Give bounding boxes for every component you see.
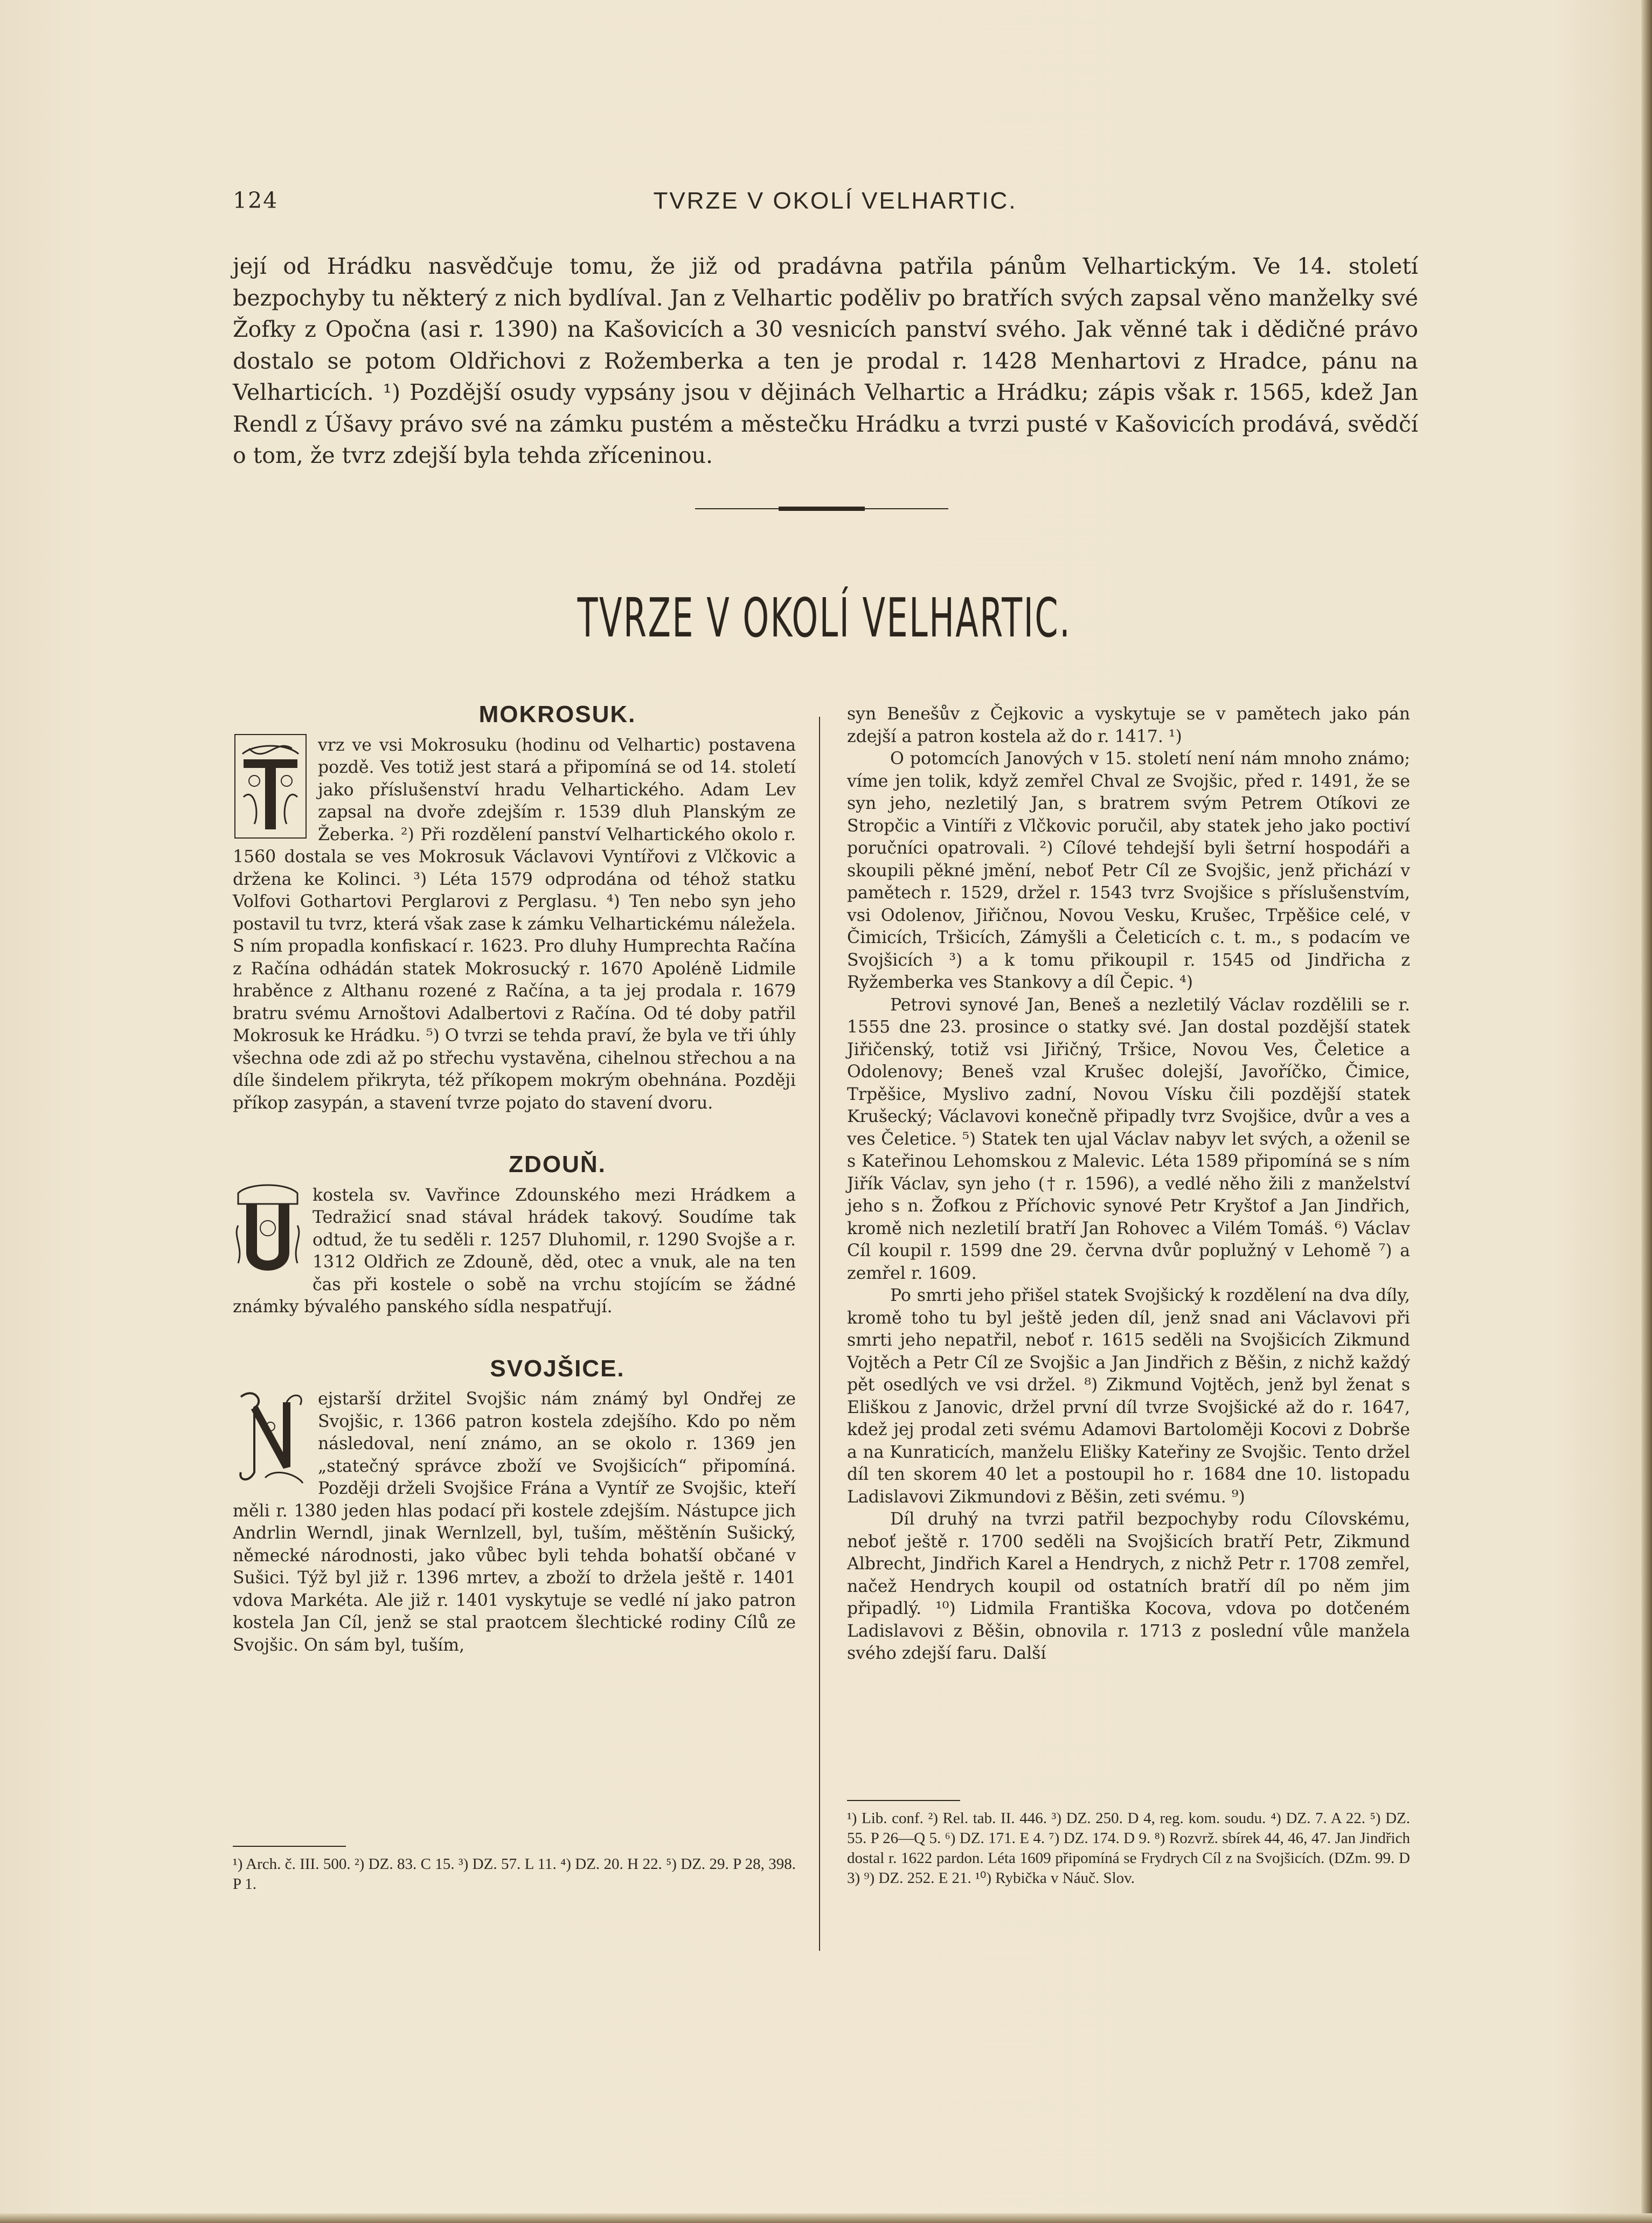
footnote-rule <box>233 1846 346 1847</box>
footnote-text-left: ¹) Arch. č. III. 500. ²) DZ. 83. C 15. ³) DZ. 57. L 11. ⁴) DZ. 20. H 22. ⁵) DZ. 29. P 28, 398. P 1. <box>233 1855 796 1893</box>
section-heading-zdoun: ZDOUŇ. <box>509 1151 606 1178</box>
page-number: 124 <box>233 188 279 213</box>
paragraph-right-3: Petrovi synové Jan, Beneš a nezletilý Václav rozdělili se r. 1555 dne 23. prosince o statky své. Jan dostal pozdější statek Jiřičenský, totiž vsi Jiřičný, Tršice, Novou Ves, Čeletice a Odolenovy; Beneš vzal Krušec dolejší, Javoříčko, Čimice, Trpěšice, Myslivo zadní, Novou Vísku čili pozdější statek Krušecký; Václavovi konečně připadly tvrz Svojšice, dvůr a ves a ves Čeletice. ⁵) Statek ten ujal Václav nabyv let svých, a oženil se s Kateřinou Lehomskou z Malevic. Léta 1589 připomíná se s ním Jiřík Václav, syn jeho († r. 1596), a vedlé něho žili z manželství jeho s n. Žofkou z Příchovic synové Petr Kryštof a Jan Jindřich, kromě nich nezletilí bratří Jan Rohovec a Vilém Tomáš. ⁶) Václav Cíl koupil r. 1599 dne 29. června dvůr poplužný v Lehomě ⁷) a zemřel r. 1609. <box>847 995 1410 1283</box>
running-head: TVRZE V OKOLÍ VELHARTIC. <box>653 188 1017 214</box>
column-rule <box>819 717 820 1951</box>
ornate-initial-t-icon <box>233 732 308 840</box>
footnotes-right <box>847 1800 1410 1888</box>
section-heading-svojsice: SVOJŠICE. <box>490 1355 625 1382</box>
page-edge-bottom <box>0 2213 1652 2223</box>
paragraph-zdoun: kostela sv. Vavřince Zdounského mezi Hrádkem a Tedražicí snad stával hrádek takový. Soudíme tak odtud, že tu seděli r. 1257 Dluhomil, r. 1290 Svojše a r. 1312 Oldřich ze Zdouně, děd, otec a vnuk, ale na ten čas při kostele o sobě na vrchu stojícím se žádné známky bývalého panského sídla nespatřují. <box>233 1185 796 1317</box>
paragraph-right-1: syn Benešův z Čejkovic a vyskytuje se v pamětech jako pán zdejší a patron kostela až do r. 1417. ¹) <box>847 704 1410 746</box>
left-column <box>233 703 796 1695</box>
paragraph-right-5: Díl druhý na tvrzi patřil bezpochyby rodu Cílovskému, neboť ještě r. 1700 seděli na Svojšicích bratří Petr, Zikmund Albrecht, Jindřich Karel a Hendrych, z nichž Petr r. 1708 zemřel, načež Hendrych koupil od ostatních bratří díl po něm jim připadlý. ¹⁰) Lidmila Františka Kocova, vdova po dotčeném Ladislavovi z Běšin, obnovila r. 1713 z poslední vůle manžela svého zdejší faru. Další <box>847 1509 1410 1663</box>
page-edge-right <box>1641 0 1652 2223</box>
paragraph-right-2: O potomcích Janových v 15. století není nám mnoho známo; víme jen tolik, když zemřel Chval ze Svojšic, před r. 1491, že se syn jeho, nezletilý Jan, s bratrem svým Petrem Otíkovi ze Stropčic a Vintíři z Vlčkovic poručil, aby statek jeho jako poctiví poručníci opatrovali. ²) Cílové tehdejší byli šetrní hospodáři a skoupili pěkné jmění, neboť Petr Cíl ze Svojšic, jenž přichází v pamětech r. 1529, držel r. 1543 tvrz Svojšice s příslušenstvím, vsi Odolenov, Jiřičnou, Novou Vesku, Krušec, Trpěšice celé, v Čimicích, Tršicích, Zámyšli a Čeleticích c. t. m., s podacím ve Svojšicích ³) a k tomu přikoupil r. 1545 od Jindřicha z Ryžemberka ves Stankovy a díl Čepic. ⁴) <box>847 749 1410 992</box>
section-svojsice <box>233 1355 796 1657</box>
section-zdoun <box>233 1153 796 1319</box>
paragraph-right-4: Po smrti jeho přišel statek Svojšický k rozdělení na dva díly, kromě toho tu byl ještě jeden díl, jenž snad ani Václavovi při smrti jeho nepatřil, neboť r. 1615 seděli na Svojšicích Zikmund Vojtěch a Petr Cíl ze Svojšic a Jan Jindřich z Běšin, z nichž každý pět osedlých ve vsi držel. ⁸) Zikmund Vojtěch, jenž byl ženat s Eliškou z Janovic, držel první díl tvrze Svojšické až do r. 1647, kdež jej prodal zeti svému Adamovi Bartoloměji Kocovi z Dobrše a na Kunraticích, manželu Elišky Kateřiny ze Svojšic. Tento držel díl ten skorem 40 let a postoupil ho r. 1684 dne 10. listopadu Ladislavovi Zikmundovi z Běšin, zeti svému. ⁹) <box>847 1286 1410 1507</box>
footnote-text-right: ¹) Lib. conf. ²) Rel. tab. II. 446. ³) DZ. 250. D 4, reg. kom. soudu. ⁴) DZ. 7. A 22. ⁵) DZ. 55. P 26—Q 5. ⁶) DZ. 171. E 4. ⁷) DZ. 174. D 9. ⁸) Rozvrž. sbírek 44, 46, 47. Jan Jindřich dostal r. 1622 pardon. Léta 1609 připomíná se Frydrych Cíl z na Svojšicích. (DZm. 99. D 3) ⁹) DZ. 252. E 21. ¹⁰) Rybička v Náuč. Slov. <box>847 1810 1410 1887</box>
footnotes-left <box>233 1846 796 1894</box>
paragraph-svojsice: ejstarší držitel Svojšic nám známý byl Ondřej ze Svojšic, r. 1366 patron kostela zdejšího. Kdo po něm následoval, není známo, an se okolo r. 1369 jen „statečný správce zboží ve Svojšicích“ připomíná. Později drželi Svojšice Frána a Vyntíř ze Svojšic, kteří měli r. 1380 jeden hlas podací při kostele zdejším. Nástupce jich Andrlin Werndl, jinak Wernlzell, byl, tuším, měštěnín Sušický, německé národnosti, jako vůbec byli tehda bohatší občané v Sušici. Týž byl již r. 1396 mrtev, a zboží to držela ještě r. 1401 vdova Markéta. Ale již r. 1401 vyskytuje se vedlé ní jako patron kostela Jan Cíl, jenž se stal praotcem šlechtické rodiny Cílů ze Svojšic. On sám byl, tuším, <box>233 1389 796 1655</box>
section-heading-mokrosuk: MOKROSUK. <box>478 701 636 728</box>
section-mokrosuk <box>233 703 796 1114</box>
section-divider <box>695 507 948 511</box>
right-column <box>847 703 1410 1665</box>
ornate-initial-n-icon <box>233 1386 308 1488</box>
paragraph-mokrosuk: vrz ve vsi Mokrosuku (hodinu od Velhartic) postavena pozdě. Ves totiž jest stará a připomíná se od 14. století jako příslušenství hradu Velhartického. Adam Lev zapsal na dvoře zdejším r. 1539 dluh Planským ze Žeberka. ²) Při rozdělení panství Velhartického okolo r. 1560 dostala se ves Mokrosuk Václavovi Vyntířovi z Vlčkovic a držena ke Kolinci. ³) Léta 1579 odprodána od téhož statku Volfovi Gothartovi Perglarovi z Perglasu. ⁴) Ten nebo syn jeho postavil tu tvrz, která však zase k zámku Velhartickému náležela. S ním propadla konfiskací r. 1623. Pro dluhy Humprechta Račína z Račína odhádán statek Mokrosucký r. 1670 Apoléně Lidmile hraběnce z Althanu rozené z Račína, a ta jej prodala r. 1679 bratru svému Arnoštovi Adalbertovi z Račína. Od té doby patřil Mokrosuk ke Hrádku. ⁵) O tvrzi se tehda praví, že byla ve tři úhly všechna ode zdi až po střechu vystavěna, cihelnou střechou a na díle šindelem přikryta, též příkopem mokrým obehnána. Později příkop zasypán, a stavení tvrze pojato do stavení dvoru. <box>233 735 796 1113</box>
ornate-initial-u-icon <box>233 1182 303 1279</box>
footnote-rule <box>847 1800 960 1801</box>
main-title: TVRZE V OKOLÍ VELHARTIC. <box>577 586 1072 649</box>
intro-paragraph: její od Hrádku nasvědčuje tomu, že již od pradávna patřila pánům Velhartickým. Ve 14. století bezpochyby tu některý z nich bydlíval. Jan z Velhartic poděliv po bratřích svých zapsal věno manželky své Žofky z Opočna (asi r. 1390) na Kašovicích a 30 vesnicích panství svého. Jak věnné tak i dědičné právo dostalo se potom Oldřichovi z Rožemberka a ten je prodal r. 1428 Menhartovi z Hradce, pánu na Velharticích. ¹) Pozdější osudy vypsány jsou v dějinách Velhartic a Hrádku; zápis však r. 1565, kdež Jan Rendl z Úšavy právo své na zámku pustém a městečku Hrádku a tvrzi pusté v Kašovicích prodává, svědčí o tom, že tvrz zdejší byla tehda zříceninou. <box>233 253 1418 468</box>
